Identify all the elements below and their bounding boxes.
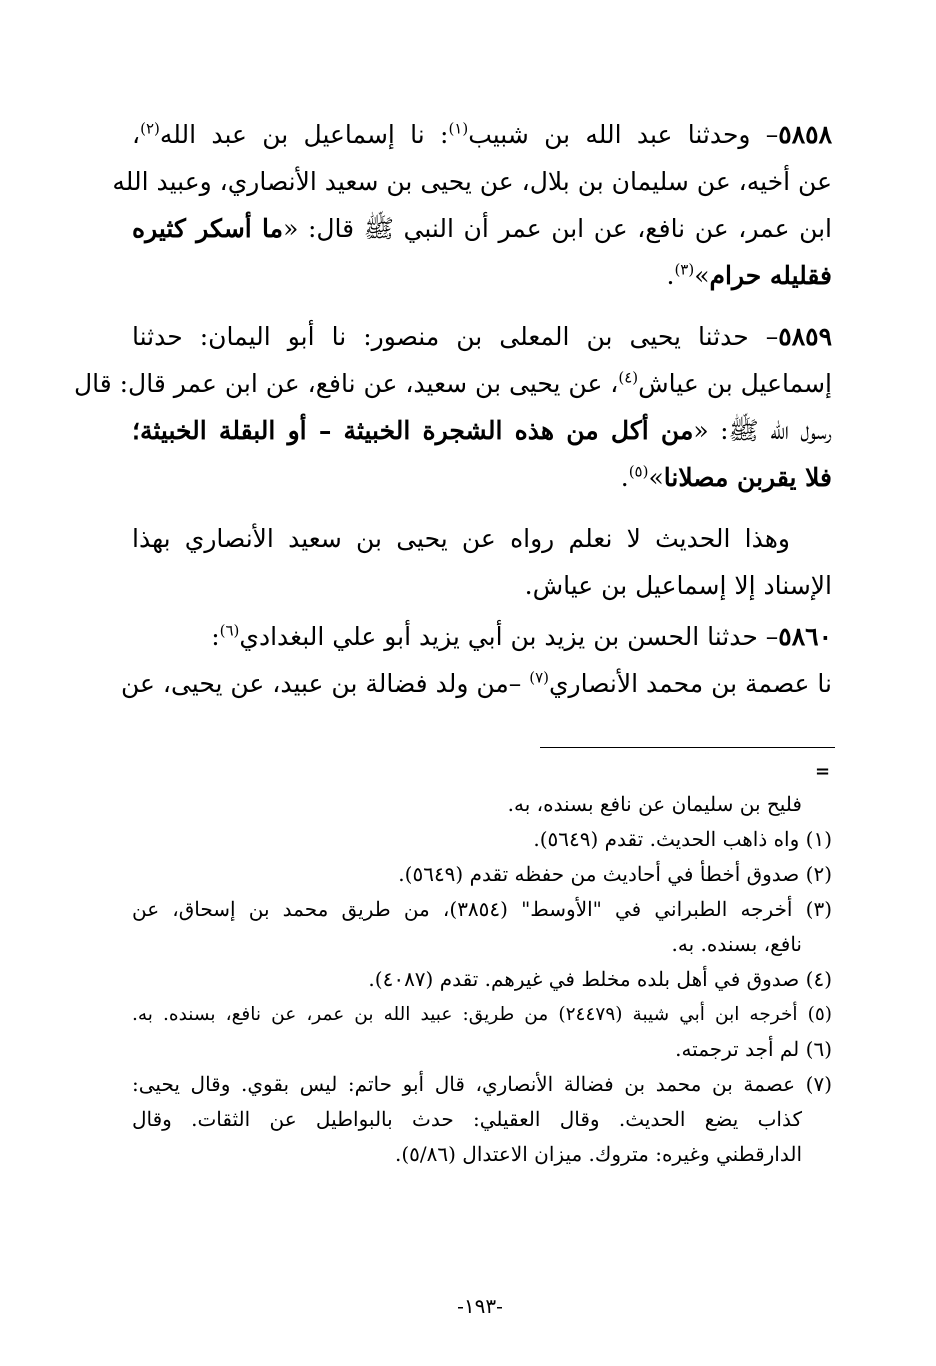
- hadith-5860-line-2: نا عصمة بن محمد الأنصاري$^{(٧)}$ –من ولد فضالة بن عبيد، عن يحيى، عن: [121, 668, 832, 698]
- comment-line-2: الإسناد إلا إسماعيل بن عياش.: [524, 571, 832, 600]
- author-comment: [132, 515, 832, 609]
- footnote-5: (٥) أخرجه ابن أبي شيبة (٢٤٤٧٩) من طريق: عبيد الله بن عمر، عن نافع، بسنده. به.: [132, 1004, 833, 1025]
- hadith-5858-line-1: ٥٨٥٨– وحدثنا عبد الله بن شبيب$^{(١)}$: نا إسماعيل بن عبد الله$^{(٢)}$،: [132, 119, 833, 149]
- footnote-3-cont: نافع، بسنده. به.: [671, 932, 802, 956]
- page-number: -١٩٣-: [457, 1294, 503, 1318]
- footnote-ref[interactable]: (٤): [618, 368, 639, 387]
- footnote-continuation: فليح بن سليمان عن نافع بسنده، به.: [507, 792, 802, 816]
- hadith-5859: [73, 313, 832, 501]
- hadith-5860-line-1: ٥٨٦٠– حدثنا الحسن بن يزيد بن أبي يزيد أبو علي البغدادي$^{(٦)}$:: [211, 621, 832, 651]
- footnote-2: (٢) صدوق أخطأ في أحاديث من حفظه تقدم (٥٦٤٩).: [398, 862, 832, 886]
- hadith-number: ٥٨٥٨: [778, 120, 833, 149]
- footnotes: [132, 787, 832, 1172]
- hadith-5858-line-2: عن أخيه، عن سليمان بن بلال، عن يحيى بن سعيد الأنصاري، وعبيد الله: [112, 167, 832, 196]
- footnote-ref[interactable]: (٧): [529, 668, 549, 687]
- comment-line-1: وهذا الحديث لا نعلم رواه عن يحيى بن سعيد الأنصاري بهذا: [132, 524, 790, 553]
- footnote-4: (٤) صدوق في أهل بلده مخلط في غيرهم. تقدم (٤٠٨٧).: [368, 967, 832, 991]
- footnote-1: (١) واه ذاهب الحديث. تقدم (٥٦٤٩).: [533, 827, 832, 851]
- footnote-ref[interactable]: (٥): [628, 462, 649, 481]
- footnote-ref[interactable]: (١): [448, 119, 469, 138]
- hadith-5859-line-4: فلا يقربن مصلانا»$^{(٥)}$.: [620, 462, 832, 492]
- footnote-7-cont-1: كذاب يضع الحديث. وقال العقيلي: حدث بالبواطيل عن الثقات. وقال: [132, 1107, 803, 1131]
- hadith-number: ٥٨٦٠: [778, 622, 832, 651]
- hadith-5859-line-2: إسماعيل بن عياش$^{(٤)}$، عن يحيى بن سعيد، عن نافع، عن ابن عمر قال: قال: [73, 368, 832, 398]
- hadith-5859-line-1: ٥٨٥٩– حدثنا يحيى بن المعلى بن منصور: نا أبو اليمان: حدثنا: [132, 322, 832, 351]
- continuation-mark: =: [815, 761, 831, 782]
- footnote-7-cont-2: الدارقطني وغيره: متروك. ميزان الاعتدال (٥/٨٦).: [395, 1142, 802, 1166]
- footnote-ref[interactable]: (٦): [219, 621, 240, 640]
- hadith-5858-line-3: ابن عمر، عن نافع، عن ابن عمر أن النبي ﷺ قال: «ما أسكر كثيره: [132, 214, 833, 243]
- footnote-separator: [540, 747, 835, 748]
- hadith-number: ٥٨٥٩: [778, 322, 832, 351]
- footnote-ref[interactable]: (٣): [674, 260, 695, 279]
- hadith-5860: [121, 613, 832, 707]
- footnote-6: (٦) لم أجد ترجمته.: [675, 1037, 832, 1061]
- footnote-7: (٧) عصمة بن محمد بن فضالة الأنصاري، قال أبو حاتم: ليس بقوي. وقال يحيى:: [132, 1072, 832, 1096]
- footnote-ref[interactable]: (٢): [140, 119, 160, 138]
- hadith-5858: [112, 111, 833, 299]
- hadith-5858-line-4: فقليله حرام»$^{(٣)}$.: [666, 260, 832, 290]
- hadith-5859-line-3: رسول الله ﷺ: «من أكل من هذه الشجرة الخبيثة – أو البقلة الخبيثة؛: [132, 416, 832, 445]
- footnote-3: (٣) أخرجه الطبراني في "الأوسط" (٣٨٥٤)، من طريق محمد بن إسحاق، عن: [132, 897, 832, 921]
